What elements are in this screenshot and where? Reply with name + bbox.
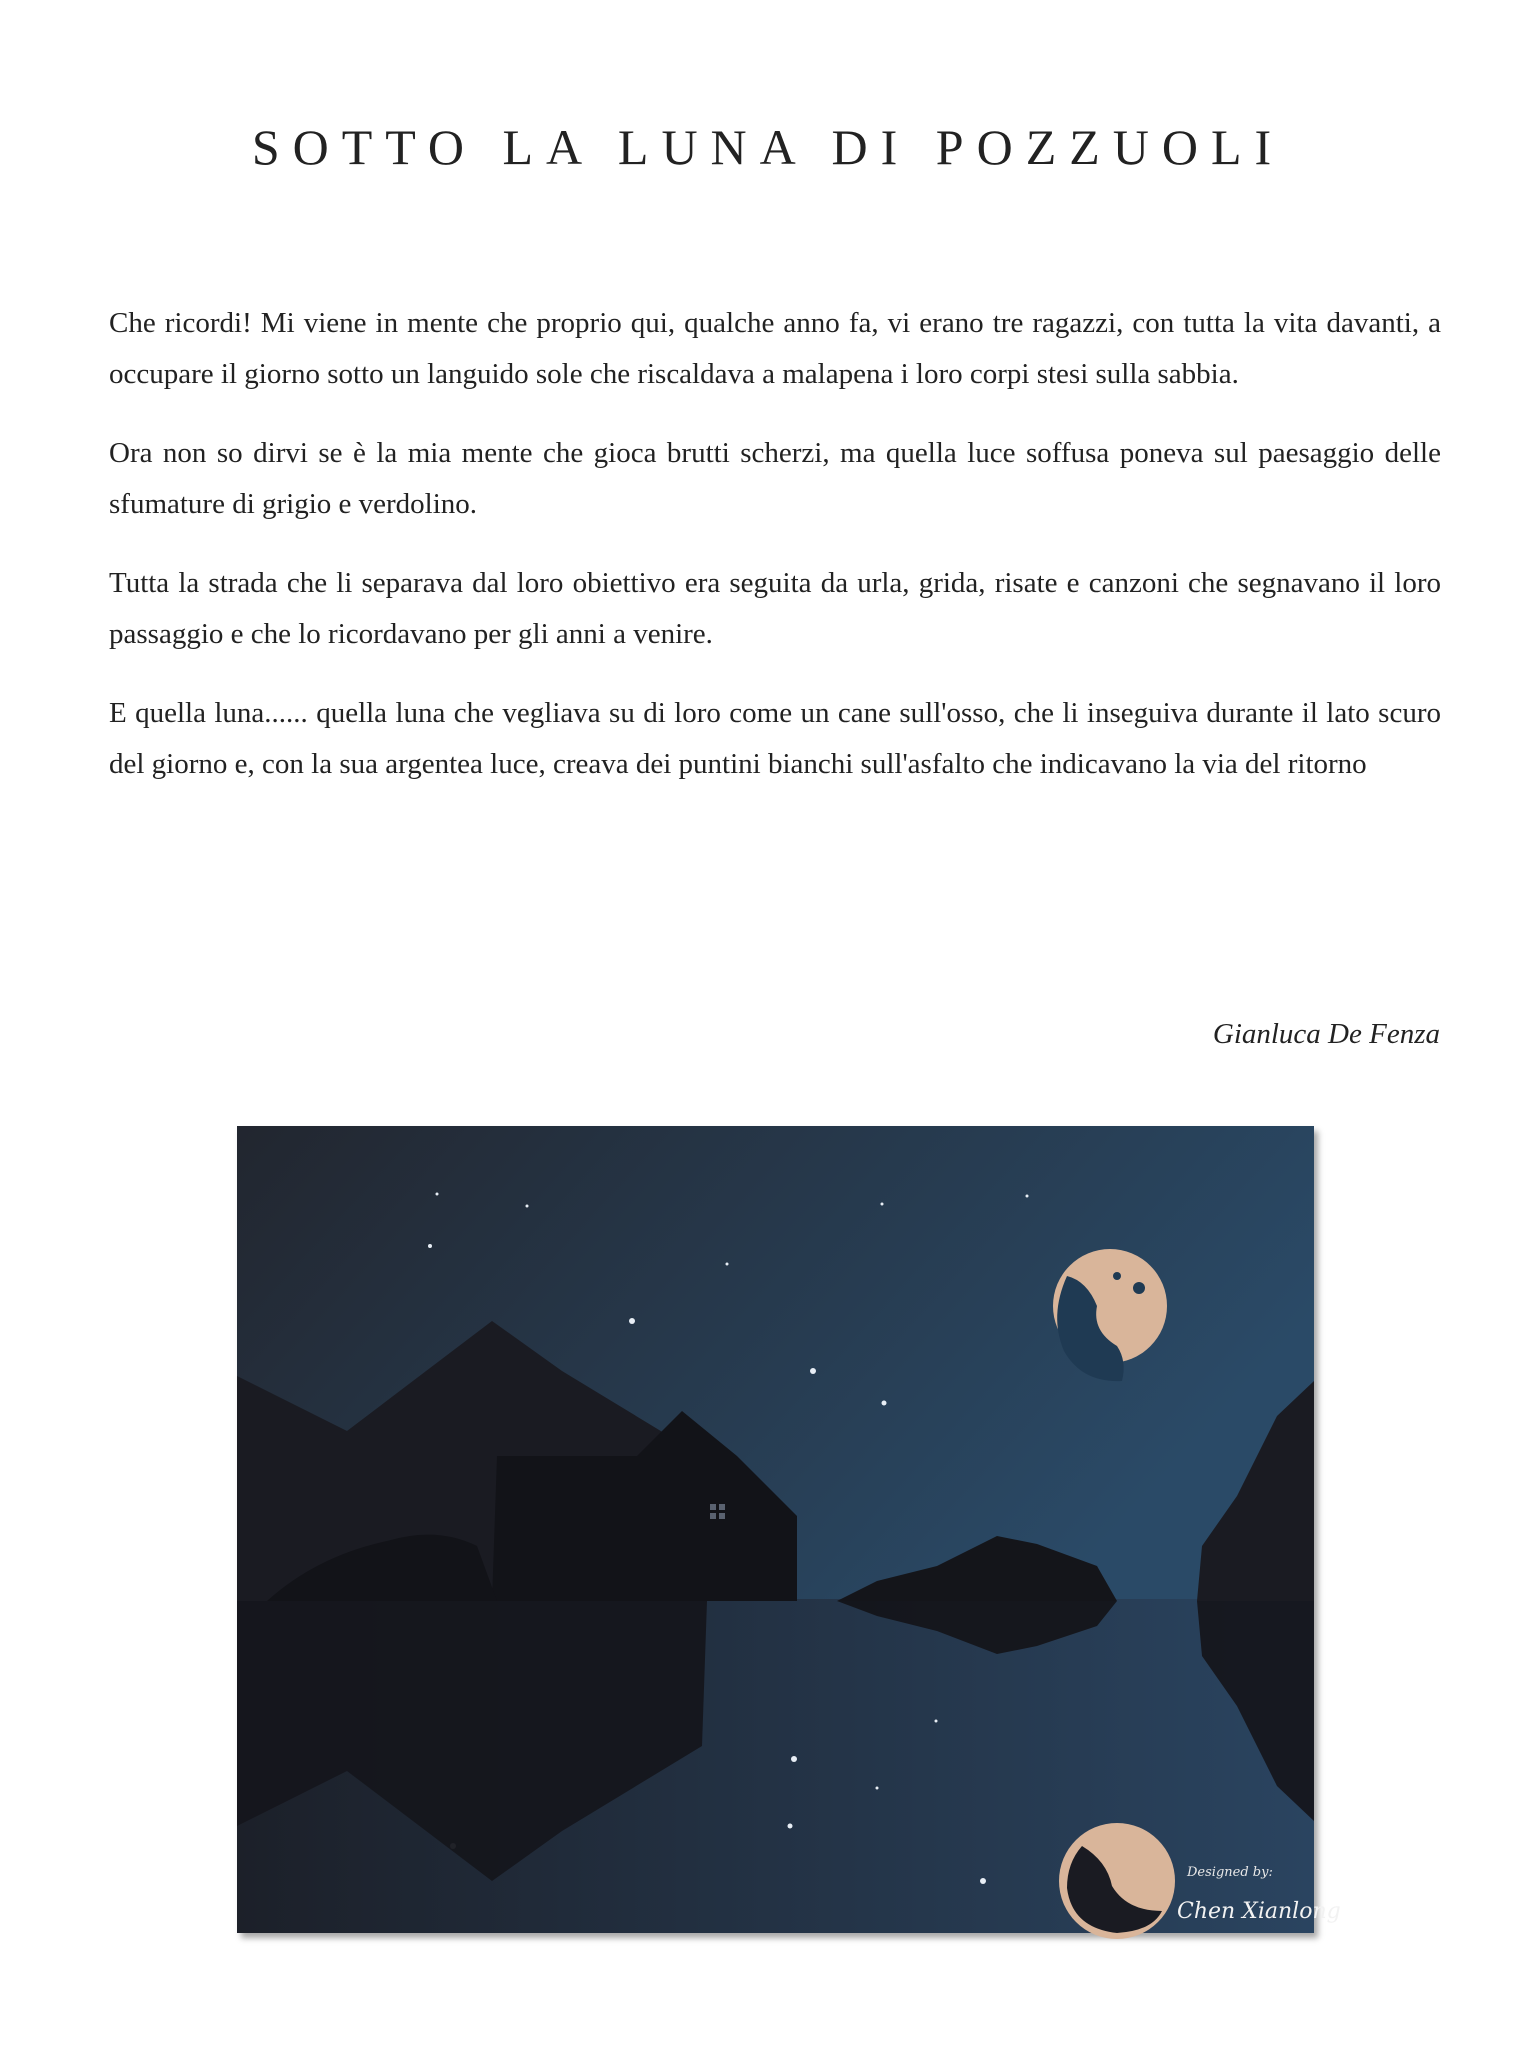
author-name: Gianluca De Fenza (1212, 1018, 1440, 1050)
night-lake-illustration (237, 1126, 1341, 1933)
page-title: SOTTO LA LUNA DI POZZUOLI (251, 119, 1285, 175)
paragraph: Tutta la strada che li separava dal loro obiettivo era seguita da urla, grida, risate e canzoni che segnavano il loro passaggio e che lo ricordavano per gli anni a venire. (109, 567, 1441, 650)
paragraph: Che ricordi! Mi viene in mente che proprio qui, qualche anno fa, vi erano tre ragazzi, con tutta la vita davanti, a occupare il giorno sotto un languido sole che riscaldava a malapena i loro corpi stesi sulla sabbia. (109, 307, 1441, 390)
illustration-credit: Designed by: (1187, 1865, 1273, 1880)
paragraph: Ora non so dirvi se è la mia mente che gioca brutti scherzi, ma quella luce soffusa poneva sul paesaggio delle sfumature di grigio e verdolino. (109, 437, 1441, 520)
paragraph: E quella luna...... quella luna che vegliava su di loro come un cane sull'osso, che li inseguiva durante il lato scuro del giorno e, con la sua argentea luce, creava dei puntini bianchi sull'asfalto che indicavano la via del ritorno (109, 697, 1441, 780)
signature: Chen Xianlong (1177, 1899, 1341, 1924)
story-text (109, 298, 1441, 818)
